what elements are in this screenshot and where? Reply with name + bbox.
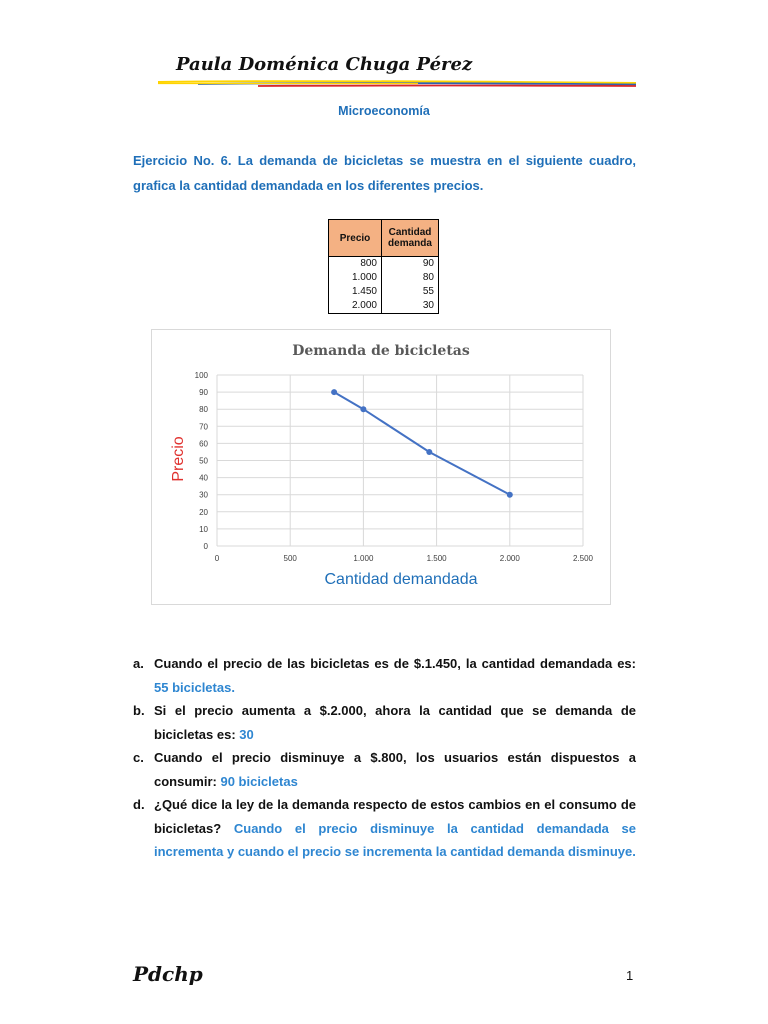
chart-svg (152, 330, 610, 604)
question-answer: 30 (239, 726, 254, 742)
question-letter: c. (133, 750, 144, 765)
demand-chart (151, 329, 611, 605)
quantity-cell: 80 (382, 271, 439, 285)
y-axis-label: Precio (170, 436, 187, 482)
data-point (426, 449, 432, 455)
header-quantity (382, 220, 439, 257)
y-tick-label: 60 (199, 439, 208, 449)
data-point (507, 492, 513, 498)
quantity-cell: 90 (382, 257, 439, 272)
y-tick-label: 0 (203, 542, 208, 551)
y-tick-label: 70 (199, 422, 208, 432)
page-number: 1 (626, 968, 634, 983)
header-quantity-line1: Cantidad (388, 227, 432, 238)
question-text: Cuando el precio disminuye a $.800, los usuarios están dispuestos a consumir: (154, 750, 636, 789)
question-answer: Cuando el precio disminuye la cantidad demandada se incrementa y cuando el precio se incrementa la cantidad demanda disminuye. (154, 820, 636, 859)
question-b (133, 699, 636, 746)
header-quantity-line2: demanda (388, 238, 432, 249)
question-d (133, 793, 636, 864)
y-tick-label: 80 (199, 405, 208, 415)
y-tick-label: 100 (194, 371, 208, 380)
demand-table (328, 219, 439, 314)
flag-stripes (158, 80, 636, 88)
quantity-cell: 55 (382, 285, 439, 299)
question-answer: 90 bicicletas (220, 773, 298, 789)
table-row (329, 271, 439, 285)
quantity-cell: 30 (382, 299, 439, 314)
x-axis-label: Cantidad demandada (324, 571, 478, 588)
y-tick-label: 30 (199, 490, 208, 500)
question-list (133, 652, 636, 864)
x-tick-label: 1.000 (353, 554, 374, 563)
question-answer: 55 bicicletas. (154, 679, 235, 695)
question-letter: d. (133, 797, 145, 812)
price-cell: 1.000 (329, 271, 382, 285)
footer-initials: Pdchp (133, 962, 203, 986)
chart-title: Demanda de bicicletas (292, 343, 470, 359)
y-tick-label: 20 (199, 507, 208, 517)
question-text: ¿Qué dice la ley de la demanda respecto de estos cambios en el consumo de bicicletas? (154, 797, 636, 836)
price-cell: 2.000 (329, 299, 382, 314)
question-letter: b. (133, 703, 145, 718)
y-tick-label: 90 (199, 388, 208, 398)
y-tick-label: 10 (199, 524, 208, 534)
author-name: Paula Doménica Chuga Pérez (176, 54, 473, 75)
table-row (329, 285, 439, 299)
x-tick-label: 0 (214, 554, 220, 563)
question-a (133, 652, 636, 699)
x-tick-label: 2.500 (572, 554, 594, 563)
x-tick-labels (215, 554, 594, 563)
question-text: Si el precio aumenta a $.2.000, ahora la cantidad que se demanda de bicicletas es: (154, 703, 636, 742)
table-row (329, 299, 439, 314)
stripe-red (258, 86, 636, 87)
y-tick-label: 50 (199, 456, 208, 466)
price-cell: 1.450 (329, 285, 382, 299)
table-row (329, 257, 439, 272)
data-point (331, 389, 337, 395)
x-tick-label: 1.500 (426, 554, 447, 563)
question-letter: a. (133, 656, 144, 671)
header-price: Precio (329, 220, 382, 257)
price-cell: 800 (329, 257, 382, 272)
subject-title: Microeconomía (338, 104, 430, 118)
exercise-statement: Ejercicio No. 6. La demanda de bicicletas se muestra en el siguiente cuadro, grafica la cantidad demandada en los diferentes precios. (133, 153, 636, 193)
y-tick-label: 40 (199, 473, 208, 483)
question-c (133, 746, 636, 793)
y-tick-labels (195, 371, 209, 551)
chart-grid (217, 375, 583, 546)
data-point (360, 406, 366, 412)
x-tick-label: 2.000 (499, 554, 520, 563)
question-text: Cuando el precio de las bicicletas es de $.1.450, la cantidad demandada es: (154, 656, 636, 671)
x-tick-label: 500 (283, 554, 297, 563)
